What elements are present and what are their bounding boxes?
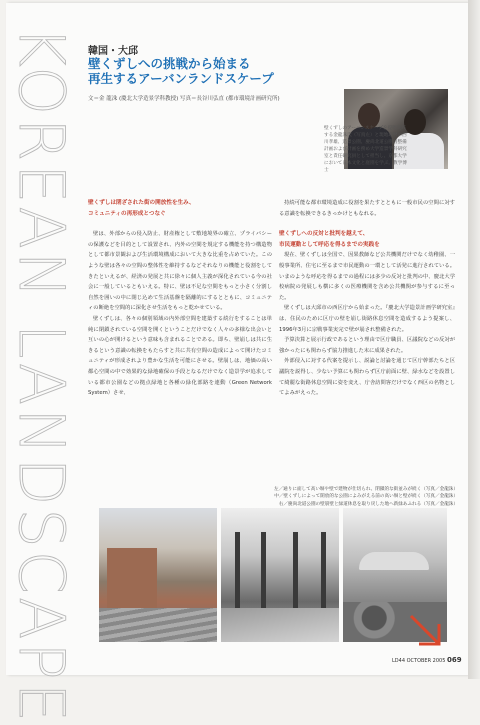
byline-writer: 文＝金 龍洙 [88, 96, 118, 102]
portrait-caption: 壁くずしのアーバンスケープを提唱実践する金龍洙氏（写真左）と現地取材の西川孝雄、造景公園、慶尚北道公園再整備計画および計画を務め大学造景学科研究室と責任研究員として担当し、京都大学において日本文化と庭園を学ぶ。教学博士 [324, 126, 407, 173]
section-subheading: コミュニティの再形成とつなぐ [88, 210, 166, 217]
photo-captions [222, 486, 458, 508]
street-photo-center [221, 508, 339, 642]
paragraph: 予算決算と展示行政であるという理由で区庁職員、区議院などの反対が強かったにも関わらず協力推進した末に成果された。 [279, 337, 455, 354]
body-column-right [279, 198, 455, 399]
section-subheading: 市民運動として呼応を得るまでの実践を [279, 241, 380, 248]
byline-photographer: 写真＝長谷川弘直 [180, 96, 225, 102]
street-photo-left [99, 508, 217, 642]
page-number: 069 [446, 656, 462, 664]
paragraph: 現在、壁くずしは全国で、因果教師など公共機関だけでなく幼稚園、一般事業所、住宅に至るまで市民運動の一環として活発に進行されている。いまのような呼応を得るまでの過程には多少の反対と批判の中、慶北大学校病院の発展しも横に多くの医療機関を含め公共機関が参与するに至った。 [279, 252, 455, 301]
caption-center: 中／壁くずしによって開放的な公園によみがえる前の高い塀と壁が続く（写真／金龍洙） [274, 494, 458, 500]
caption-right: 右／慶尚北道公園の壁崩壁と緑道休息を取り戻した地へ新緑あふれる（写真／金龍洙） [278, 501, 458, 507]
vertical-series-title [5, 26, 90, 725]
issue-label: LD44 OCTOBER 2005 [392, 658, 446, 664]
article-kicker: 韓国・大邱 [88, 46, 138, 57]
section-heading: 壁くずしへの反対と批判を越えて、 [279, 231, 369, 238]
paragraph: 壁は、外部からの侵入防止、財産権として敷地境界の確立、プライバシーの保護などを目的として設置され、内外の空間を規定する機能を持つ構造物として都市景観および生活環境構成において大きな比重を占めていた。このような壁は各々の空間の整体性を維持するなどそれなりの機能と役割をしてきたといえるが、経済の発展と共に徐々に個人主義が深化されている今の社会に一般しているともいえる。特に、壁は不足な空間をもっと小さく分割し自然を囲いの中に閉じ込めて生活基盤を隔離的にするとともに、コミュニティの断絶を空間的に深化させ生活をもっと乾かせている。 [88, 231, 272, 312]
paragraph: 持続可能な都市環境造成に役割を果たすとともに一般市民の空間に対する意識を転換できるきっかけともなれる。 [279, 200, 455, 217]
section-heading: 壁くずしは閉ざされた街の開放性を生み、 [88, 200, 195, 206]
paragraph: 壁くずしは、各々の個別領域の内外部空間を建築する続行をすることは単純に閉鎖されている空間を開くということだけでなく人々の多様な出会いと互いの心が開けるという意味も含まれることである。即ち、壁崩しは共に生きるという意識の転換をもたらすと共に共有空間の造成によって開けたコミュニティが形成されより豊かな生活を可能にさせる。壁崩しは、地価の高い都心空間の中で効果的な緑地確保の手段となるだけでなく造景学が追求している都市公園などの拠点緑地と各種の緑化部路を連動（Green Network System）させ、 [88, 315, 272, 397]
byline [88, 94, 280, 102]
byline-photographer-affil: (都市環境計画研究所) [225, 96, 280, 102]
vertical-title-text: KOREAN LANDSCAPE [5, 26, 78, 725]
page-spine [468, 0, 480, 679]
body-column-left [88, 198, 272, 399]
paragraph: 外部侵入に対する代案を提示し、説論と討論を通じて区庁幹部たちと区議院を説得し、少ない予算にも関わらず区庁前面に壁、緑水などを設置して綺麗な街路休息空間に姿を変え、庁舎訪問客だけでなく西区の名物としてよみがえった。 [279, 358, 455, 397]
article-headline [88, 56, 274, 86]
paragraph: 壁くずしは大邱市の西区庁から始まった。『慶北大学造景計画学研究室』は、住民のために区庁の壁を崩し街路休息空間を造成するよう提案し、1996年3月に宗戦事業実完で壁が崩され整備された。 [279, 305, 455, 333]
byline-writer-affil: (慶北大学造景学科教授) [119, 96, 179, 102]
headline-line-2: 再生するアーバンランドスケープ [88, 71, 274, 86]
page-footer [392, 656, 462, 664]
caption-left: 左／通りに面して高い塀や壁で建物が仕切られ、閉鎖的な街並みが続く（写真／金龍洙） [273, 487, 458, 492]
headline-line-1: 壁くずしへの挑戦から始まる [88, 56, 251, 71]
arrow-icon [405, 610, 445, 650]
